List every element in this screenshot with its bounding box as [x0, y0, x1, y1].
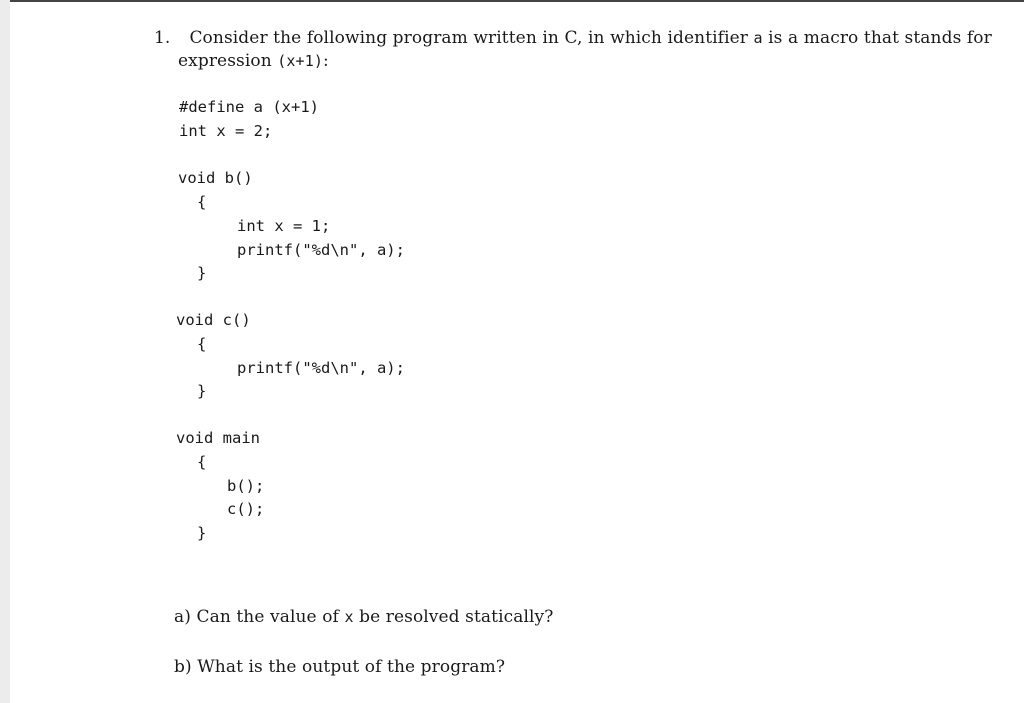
code-line-c-open-brace: {: [197, 335, 207, 353]
problem-intro-expression-label: expression: [178, 51, 278, 71]
code-line-b-open-brace: {: [197, 193, 207, 211]
code-line-main-header: void main: [176, 429, 260, 447]
problem-intro-text-cont: is a macro that stands for: [762, 28, 992, 48]
question-a-text-end: be resolved statically?: [353, 607, 554, 627]
left-margin-strip: [0, 0, 10, 703]
problem-statement-line-2: [178, 50, 329, 72]
question-a: [174, 606, 553, 628]
code-line-c-close-brace: }: [197, 382, 207, 400]
problem-number: 1.: [154, 28, 171, 48]
code-line-main-open-brace: {: [197, 453, 207, 471]
problem-statement-line-1: [154, 27, 992, 49]
macro-identifier: a: [753, 29, 763, 47]
code-line-main-call-c: c();: [227, 500, 265, 518]
top-rule: [10, 0, 1024, 2]
problem-intro-text: Consider the following program written in C, in which identifier: [189, 28, 754, 48]
question-b: [174, 656, 505, 678]
code-line-c-header: void c(): [176, 311, 251, 329]
macro-expression: (x+1): [277, 52, 323, 70]
question-b-text: b) What is the output of the program?: [174, 657, 506, 677]
question-a-variable: x: [344, 608, 354, 626]
code-line-global-decl: int x = 2;: [179, 122, 273, 140]
code-line-b-local-decl: int x = 1;: [237, 217, 331, 235]
code-line-b-close-brace: }: [197, 264, 207, 282]
code-line-main-close-brace: }: [197, 524, 207, 542]
code-line-b-header: void b(): [178, 169, 253, 187]
code-line-b-printf: printf("%d\n", a);: [237, 241, 405, 259]
code-line-main-call-b: b();: [227, 477, 265, 495]
problem-intro-end: :: [322, 51, 329, 71]
code-line-define: #define a (x+1): [179, 98, 319, 116]
code-line-c-printf: printf("%d\n", a);: [237, 359, 405, 377]
question-a-text: a) Can the value of: [174, 607, 345, 627]
